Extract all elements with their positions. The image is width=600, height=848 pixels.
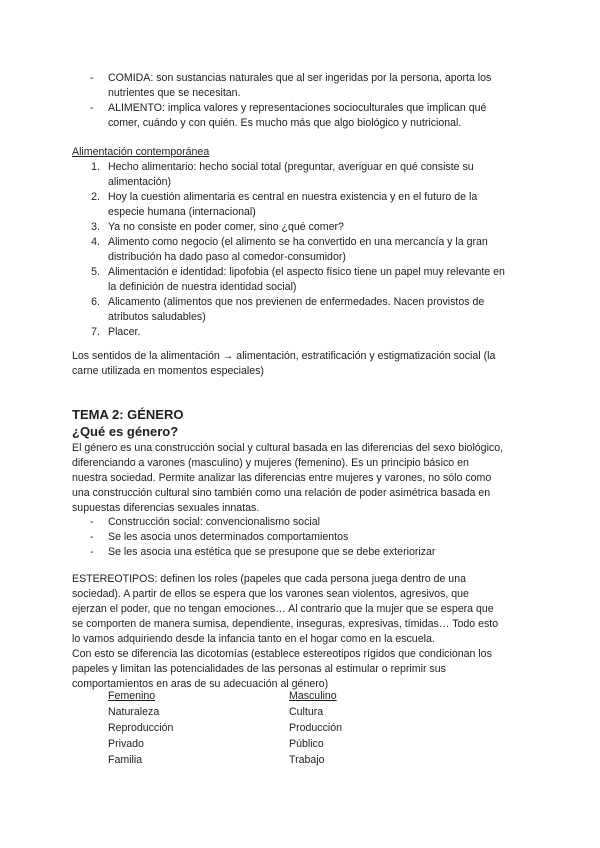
bullet-dash: - — [90, 102, 94, 114]
bullet-dash: - — [90, 546, 94, 558]
table-cell: Trabajo — [289, 754, 325, 766]
item-number: 3. — [91, 221, 100, 233]
bullet-dash: - — [90, 72, 94, 84]
text-line: El género es una construcción social y cultural basada en las diferencias del sexo biológico, — [72, 442, 504, 454]
text-line: Hoy la cuestión alimentaria es central en nuestra existencia y en el futuro de la — [108, 191, 478, 203]
list-item — [72, 190, 532, 220]
table-cell: Reproducción — [108, 722, 174, 734]
text-line: Se les asocia una estética que se presupone que se debe exteriorizar — [108, 546, 436, 558]
text-line: Alimento como negocio (el alimento se ha convertido en una mercancía y la gran — [108, 236, 488, 248]
text-line: nutrientes que se necesitan. — [108, 87, 241, 99]
text-line: ejerzan el poder, que no tengan emociones… Al contrario que la mujer que se espera que — [72, 603, 494, 615]
text-line: Con esto se diferencia las dicotomías (establece estereotipos rígidos que condicionan los — [72, 648, 492, 660]
column-header: Masculino — [289, 690, 337, 702]
text-line: Los sentidos de la alimentación → alimentación, estratificación y estigmatización social (la — [72, 350, 496, 362]
text-line: supuestas diferencias sexuales innatas. — [72, 502, 260, 514]
text-line: comportamientos en aras de su adecuación al género) — [72, 678, 329, 690]
list-item — [72, 325, 532, 340]
numbered-list — [72, 160, 532, 340]
text-line: Construcción social: convencionalismo social — [108, 516, 320, 528]
list-item — [72, 265, 532, 295]
column-header: Femenino — [108, 690, 156, 702]
sentidos-paragraph — [72, 349, 532, 379]
tema-subtitle: ¿Qué es género? — [72, 424, 179, 439]
text-line: Ya no consiste en poder comer, sino ¿qué comer? — [108, 221, 344, 233]
text-line: lo vamos adquiriendo desde la infancia tanto en el hogar como en la escuela. — [72, 633, 435, 645]
table-cell: Público — [289, 738, 324, 750]
text-line: papeles y limitan las potencialidades de las personas al estimular o reprimir sus — [72, 663, 446, 675]
masculino-column — [289, 688, 459, 768]
definition-item — [72, 101, 532, 131]
text-line: distribución ha dado paso al comedor-consumidor) — [108, 251, 346, 263]
item-number: 5. — [91, 266, 100, 278]
tema-title: TEMA 2: GÉNERO — [72, 407, 184, 422]
text-line: comer, cuándo y con quién. Es mucho más que algo biológico y nutricional. — [108, 117, 462, 129]
text-line: atributos saludables) — [108, 311, 206, 323]
definitions-list — [72, 71, 532, 131]
text-line: ESTEREOTIPOS: definen los roles (papeles que cada persona juega dentro de una — [72, 573, 466, 585]
item-number: 2. — [91, 191, 100, 203]
text-line: Placer. — [108, 326, 141, 338]
item-number: 7. — [91, 326, 100, 338]
item-number: 6. — [91, 296, 100, 308]
bullet-item — [72, 515, 532, 530]
list-item — [72, 220, 532, 235]
text-line: especie humana (internacional) — [108, 206, 256, 218]
list-item — [72, 160, 532, 190]
table-cell: Familia — [108, 754, 143, 766]
text-line: Hecho alimentario: hecho social total (preguntar, averiguar en qué consiste su — [108, 161, 474, 173]
table-cell: Privado — [108, 738, 144, 750]
text-line: Se les asocia unos determinados comportamientos — [108, 531, 349, 543]
definition-item — [72, 71, 532, 101]
bullet-dash: - — [90, 516, 94, 528]
tema-section — [72, 406, 532, 440]
text-line: diferenciando a varones (masculino) y mujeres (femenino). Es un principio básico en — [72, 457, 469, 469]
item-number: 4. — [91, 236, 100, 248]
table-cell: Cultura — [289, 706, 324, 718]
text-line: sociedad). A partir de ellos se espera que los varones sean violentos, agresivos, que — [72, 588, 469, 600]
list-item — [72, 295, 532, 325]
estereotipos-paragraph — [72, 572, 532, 692]
bullet-item — [72, 545, 532, 560]
femenino-column — [108, 688, 278, 768]
text-line: ALIMENTO: implica valores y representaciones socioculturales que implican qué — [108, 102, 487, 114]
text-line: nuestra sociedad. Permite analizar las diferencias entre mujeres y varones, no sólo como — [72, 472, 492, 484]
genero-intro — [72, 441, 532, 516]
table-cell: Naturaleza — [108, 706, 160, 718]
text-line: carne utilizada en momentos especiales) — [72, 365, 264, 377]
text-line: Alicamento (alimentos que nos previenen de enfermedades. Nacen provistos de — [108, 296, 485, 308]
text-line: se comporten de manera sumisa, dependiente, inseguras, expresivas, tímidas… Todo esto — [72, 618, 499, 630]
list-item — [72, 235, 532, 265]
text-line: alimentación) — [108, 176, 172, 188]
genero-bullets — [72, 515, 532, 560]
alimentacion-section — [72, 145, 532, 340]
text-line: COMIDA: son sustancias naturales que al ser ingeridas por la persona, aporta los — [108, 72, 492, 84]
text-line: Alimentación e identidad: lipofobia (el aspecto físico tiene un papel muy relevante en — [108, 266, 505, 278]
bullet-dash: - — [90, 531, 94, 543]
bullet-item — [72, 530, 532, 545]
text-line: la definición de nuestra identidad social) — [108, 281, 297, 293]
text-line: una construcción cultural sino también como una relación de poder asimétrica basada en — [72, 487, 491, 499]
section-heading: Alimentación contemporánea — [72, 146, 210, 158]
table-cell: Producción — [289, 722, 342, 734]
item-number: 1. — [91, 161, 100, 173]
